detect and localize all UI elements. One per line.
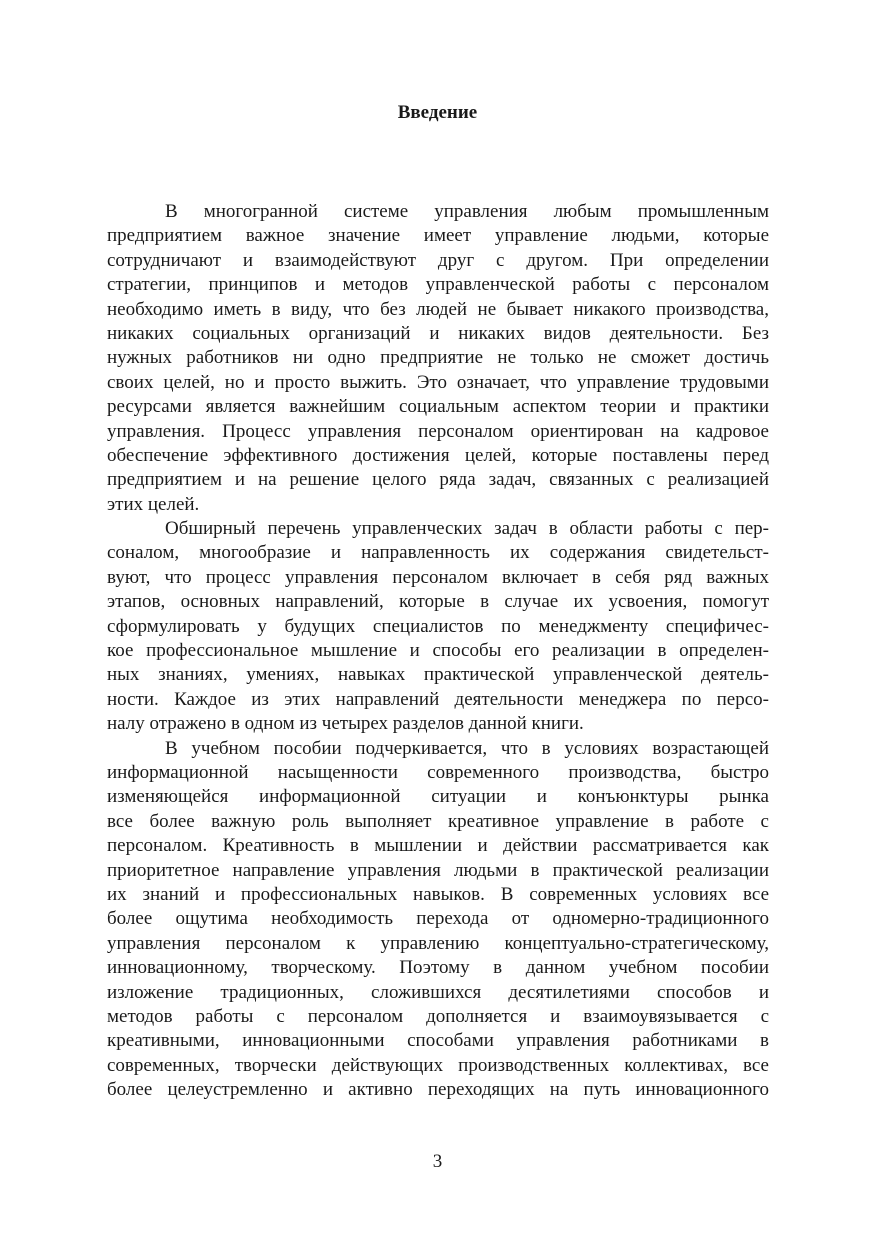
text-line: управления. Процесс управления персоналом ориентирован на кадровое [107, 420, 769, 442]
text-line: более целеустремленно и активно переходящих на путь инновационного [107, 1079, 769, 1101]
text-line: вуют, что процесс управления персоналом включает в себя ряд важных [107, 566, 769, 588]
text-line: изменяющейся информационной ситуации и конъюнктуры рынка [107, 786, 769, 808]
text-line: более ощутима необходимость перехода от одномерно-традиционного [107, 908, 769, 930]
text-line: изложение традиционных, сложившихся десятилетиями способов и [107, 981, 769, 1003]
text-line: предприятием и на решение целого ряда задач, связанных с реализацией [107, 469, 769, 491]
text-line: ных знаниях, умениях, навыках практической управленческой деятель- [107, 664, 769, 686]
text-line: все более важную роль выполняет креативное управление в работе с [107, 810, 769, 832]
paragraph-1 [107, 200, 769, 517]
paragraph-3 [107, 737, 769, 1103]
text-line: своих целей, но и просто выжить. Это означает, что управление трудовыми [107, 371, 769, 393]
text-line: методов работы с персоналом дополняется и взаимоувязывается с [107, 1005, 769, 1027]
text-line: Обширный перечень управленческих задач в области работы с пер- [165, 518, 769, 540]
text-line: информационной насыщенности современного производства, быстро [107, 761, 769, 783]
text-line: нужных работников ни одно предприятие не только не сможет достичь [107, 347, 769, 369]
text-line: этапов, основных направлений, которые в случае их усвоения, помогут [107, 591, 769, 613]
text-line: В учебном пособии подчеркивается, что в условиях возрастающей [165, 737, 769, 759]
text-line: инновационному, творческому. Поэтому в данном учебном пособии [107, 957, 769, 979]
paragraph-2 [107, 517, 769, 737]
page-number: 3 [432, 1151, 443, 1172]
text-line: ности. Каждое из этих направлений деятельности менеджера по персо- [107, 688, 769, 710]
body-text [107, 200, 769, 1102]
text-line: современных, творчески действующих производственных коллективах, все [107, 1054, 769, 1076]
text-line: сформулировать у будущих специалистов по менеджменту специфичес- [107, 615, 769, 637]
text-line: В многогранной системе управления любым промышленным [165, 201, 769, 222]
text-line: обеспечение эффективного достижения целей, которые поставлены перед [107, 444, 769, 466]
text-line: кое профессиональное мышление и способы его реализации в определен- [107, 640, 769, 662]
text-line: налу отражено в одном из четырех разделов данной книги. [107, 713, 584, 735]
text-line: креативными, инновационными способами управления работниками в [107, 1030, 769, 1052]
text-line: приоритетное направление управления людьми в практической реализации [107, 859, 769, 881]
page-title: Введение [397, 102, 478, 123]
text-line: стратегии, принципов и методов управленческой работы с персоналом [107, 274, 769, 296]
text-line: управления персоналом к управлению концептуально-стратегическому, [107, 932, 769, 954]
text-line: этих целей. [107, 493, 200, 515]
text-line: ресурсами является важнейшим социальным аспектом теории и практики [107, 396, 769, 418]
text-line: никаких социальных организаций и никаких видов деятельности. Без [107, 322, 769, 344]
text-line: необходимо иметь в виду, что без людей не бывает никакого производства, [107, 298, 769, 320]
text-line: сотрудничают и взаимодействуют друг с другом. При определении [107, 249, 769, 271]
text-line: соналом, многообразие и направленность их содержания свидетельст- [107, 542, 769, 564]
text-line: предприятием важное значение имеет управление людьми, которые [107, 225, 769, 247]
text-line: их знаний и профессиональных навыков. В современных условиях все [107, 883, 769, 905]
text-line: персоналом. Креативность в мышлении и действии рассматривается как [107, 835, 769, 857]
